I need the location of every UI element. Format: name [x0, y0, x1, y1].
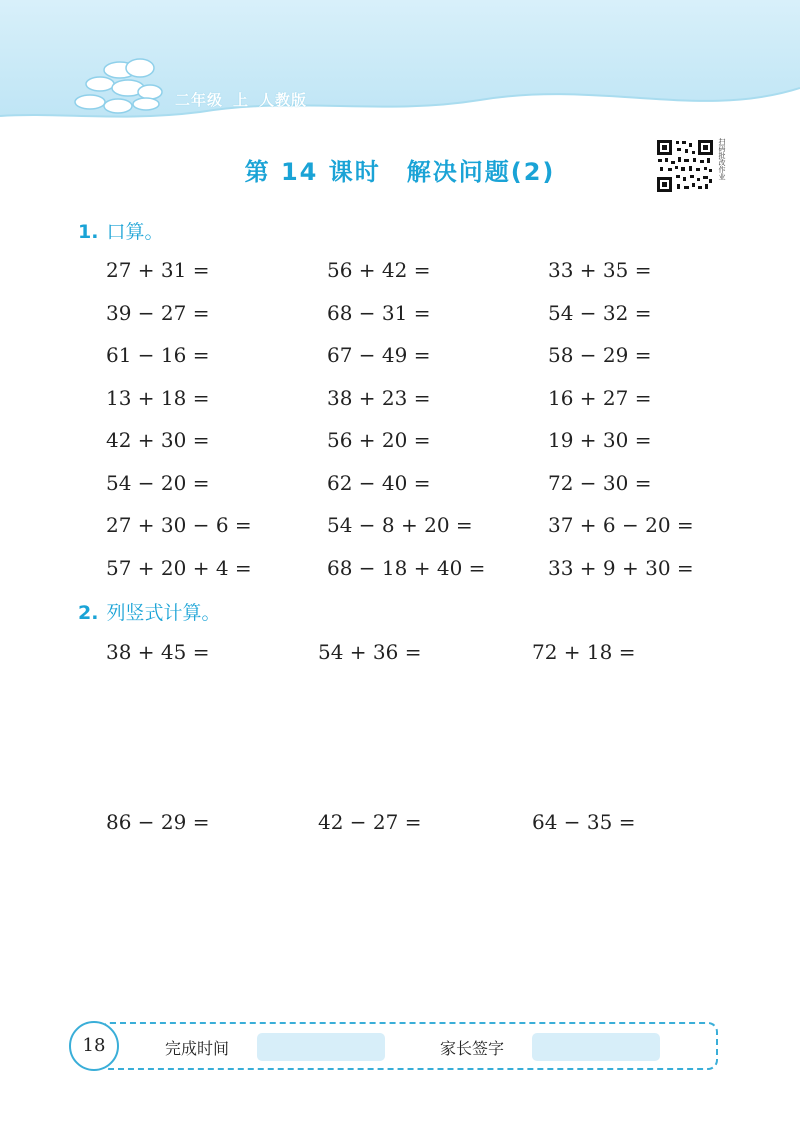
oral-calc-item: 33 + 35 =	[548, 258, 652, 282]
completion-time-field[interactable]	[257, 1033, 385, 1061]
vertical-calc-item: 38 + 45 =	[106, 640, 210, 664]
section-2-title: 列竖式计算。	[106, 602, 221, 624]
oral-calc-item: 58 − 29 =	[548, 343, 652, 367]
oral-calc-item: 54 − 20 =	[106, 470, 210, 495]
oral-calc-item: 56 + 20 =	[327, 428, 431, 452]
oral-calc-item: 27 + 30 − 6 =	[106, 513, 252, 537]
oral-calc-item: 54 − 32 =	[548, 300, 652, 325]
oral-calc-item: 61 − 16 =	[106, 343, 210, 367]
oral-calc-item: 39 − 27 =	[106, 300, 210, 325]
section-1-number: 1.	[78, 221, 99, 243]
oral-calc-item: 68 − 18 + 40 =	[327, 555, 486, 580]
header-band	[0, 0, 800, 120]
parent-signature-field[interactable]	[532, 1033, 660, 1061]
header-wave-background	[0, 0, 800, 120]
volume-label: 上	[233, 91, 250, 109]
oral-calc-item: 37 + 6 − 20 =	[548, 513, 694, 537]
oral-calc-item: 54 − 8 + 20 =	[327, 513, 473, 537]
completion-time-label: 完成时间	[165, 1039, 230, 1058]
vertical-calc-item: 72 + 18 =	[532, 640, 636, 664]
section-1-heading	[78, 217, 163, 244]
edition-label: 人教版	[259, 91, 308, 109]
vertical-calc-item: 64 − 35 =	[532, 810, 636, 834]
oral-calc-item: 57 + 20 + 4 =	[106, 555, 252, 580]
oral-calc-item: 42 + 30 =	[106, 428, 210, 452]
oral-calc-item: 19 + 30 =	[548, 428, 652, 452]
header-label	[175, 89, 317, 110]
oral-calc-item: 67 − 49 =	[327, 343, 431, 367]
grade-label: 二年级	[175, 91, 224, 109]
oral-calc-item: 38 + 23 =	[327, 385, 431, 410]
section-1-title: 口算。	[106, 221, 164, 243]
oral-calc-item: 16 + 27 =	[548, 385, 652, 410]
oral-calc-item: 72 − 30 =	[548, 470, 652, 495]
vertical-calc-item: 86 − 29 =	[106, 810, 210, 834]
oral-calc-item: 68 − 31 =	[327, 300, 431, 325]
lesson-topic: 解决问题(2)	[406, 158, 556, 186]
section-2-number: 2.	[78, 602, 99, 624]
oral-calc-item: 33 + 9 + 30 =	[548, 555, 694, 580]
section-2-heading	[78, 598, 220, 625]
oral-calc-item: 62 − 40 =	[327, 470, 431, 495]
oral-calc-item: 27 + 31 =	[106, 258, 210, 282]
qr-code-icon[interactable]	[656, 139, 714, 193]
qr-note: 扫码批改作业	[718, 138, 726, 180]
vertical-calc-item: 54 + 36 =	[318, 640, 422, 664]
vertical-calc-item: 42 − 27 =	[318, 810, 422, 834]
parent-signature-label: 家长签字	[440, 1039, 505, 1058]
oral-calc-item: 56 + 42 =	[327, 258, 431, 282]
oral-calc-item: 13 + 18 =	[106, 385, 210, 410]
page-number: 18	[69, 1021, 119, 1071]
lesson-number: 第 14 课时	[244, 158, 381, 186]
